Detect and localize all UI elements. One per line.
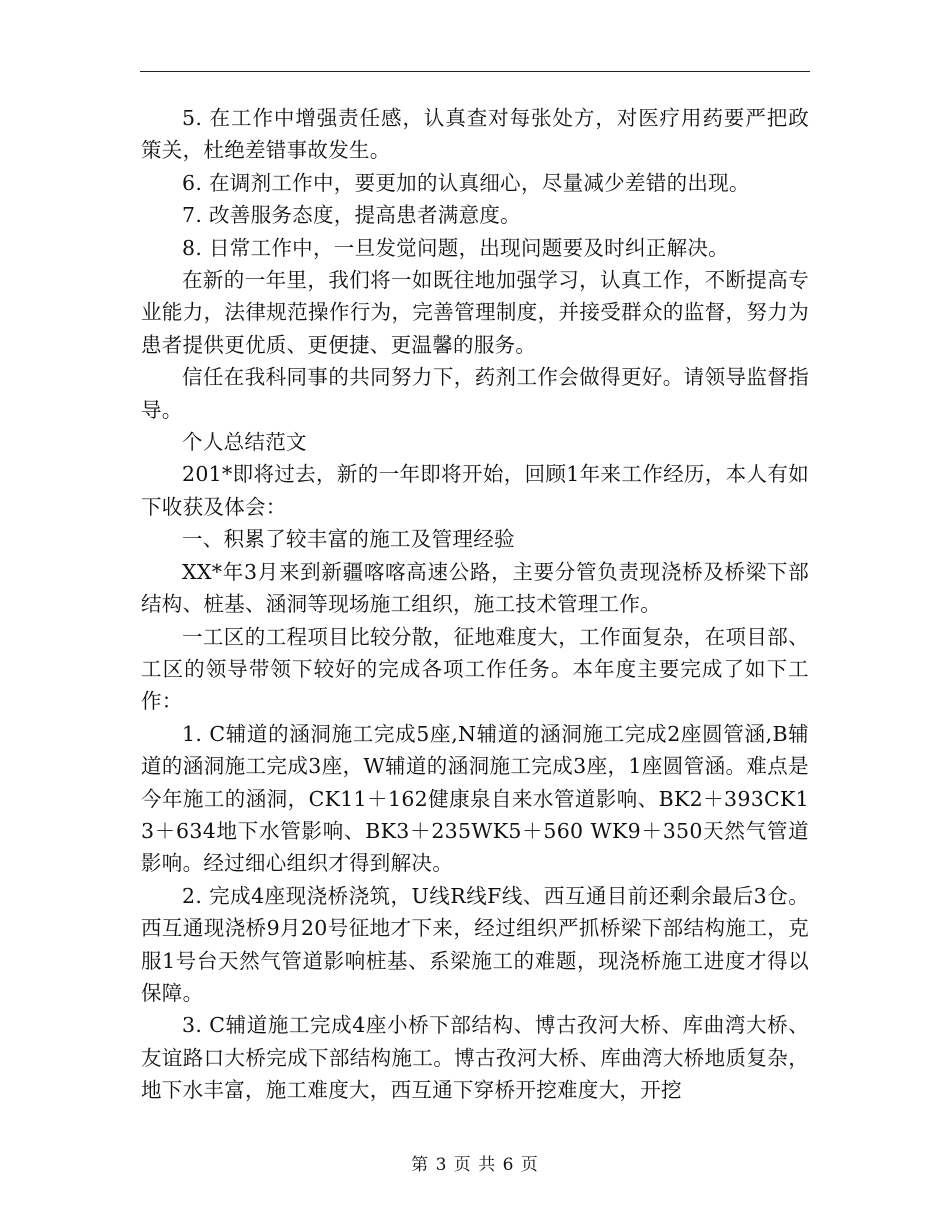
page-number: 第 3 页 共 6 页: [411, 1155, 539, 1175]
paragraph-work-area: 一工区的工程项目比较分散，征地难度大，工作面复杂，在项目部、工区的领导带领下较好的完成各项工作任务。本年度主要完成了如下工作：: [141, 624, 809, 714]
paragraph-item-8: 8. 日常工作中，一旦发觉问题，出现问题要及时纠正解决。: [182, 235, 729, 260]
section-title: 个人总结范文: [182, 430, 307, 455]
paragraph-intro: 201*即将过去，新的一年即将开始，回顾1年来工作经历，本人有如下收获及体会：: [141, 462, 809, 519]
paragraph-work-3: 3. C辅道施工完成4座小桥下部结构、博古孜河大桥、库曲湾大桥、友谊路口大桥完成下部结构施工。博古孜河大桥、库曲湾大桥地质复杂，地下水丰富，施工难度大，西互通下穿桥开挖难度大，开挖: [141, 1013, 809, 1103]
section-heading-1: 一、积累了较丰富的施工及管理经验: [182, 527, 515, 552]
paragraph-work-1: 1. C辅道的涵洞施工完成5座,N辅道的涵洞施工完成2座圆管涵,B辅道的涵洞施工完成3座，W辅道的涵洞施工完成3座，1座圆管涵。难点是今年施工的涵洞，CK11＋162健康泉自来水管道影响、BK2＋393CK13＋634地下水管影响、BK3＋235WK5＋560 WK9＋350天然气管道影响。经过细心组织才得到解决。: [141, 721, 809, 876]
paragraph-new-year: 在新的一年里，我们将一如既往地加强学习，认真工作，不断提高专业能力，法律规范操作行为，完善管理制度，并接受群众的监督，努力为患者提供更优质、更便捷、更温馨的服务。: [141, 268, 809, 357]
header-rule: [140, 71, 810, 72]
paragraph-work-2: 2. 完成4座现浇桥浇筑，U线R线F线、西互通目前还剩余最后3仓。西互通现浇桥9月20号征地才下来，经过组织严抓桥梁下部结构施工，克服1号台天然气管道影响桩基、系梁施工的难题，现浇桥施工进度才得以保障。: [141, 883, 809, 1005]
document-body: [141, 102, 809, 1107]
paragraph-item-7: 7. 改善服务态度，提高患者满意度。: [182, 203, 521, 228]
paragraph-item-5: 5. 在工作中增强责任感，认真查对每张处方，对医疗用药要严把政策关，杜绝差错事故发生。: [141, 106, 809, 163]
paragraph-item-6: 6. 在调剂工作中，要更加的认真细心，尽量减少差错的出现。: [182, 170, 750, 195]
paragraph-arrival: XX*年3月来到新疆喀喀高速公路，主要分管负责现浇桥及桥梁下部结构、桩基、涵洞等现场施工组织，施工技术管理工作。: [141, 559, 809, 617]
paragraph-closing: 信任在我科同事的共同努力下，药剂工作会做得更好。请领导监督指导。: [141, 365, 809, 422]
